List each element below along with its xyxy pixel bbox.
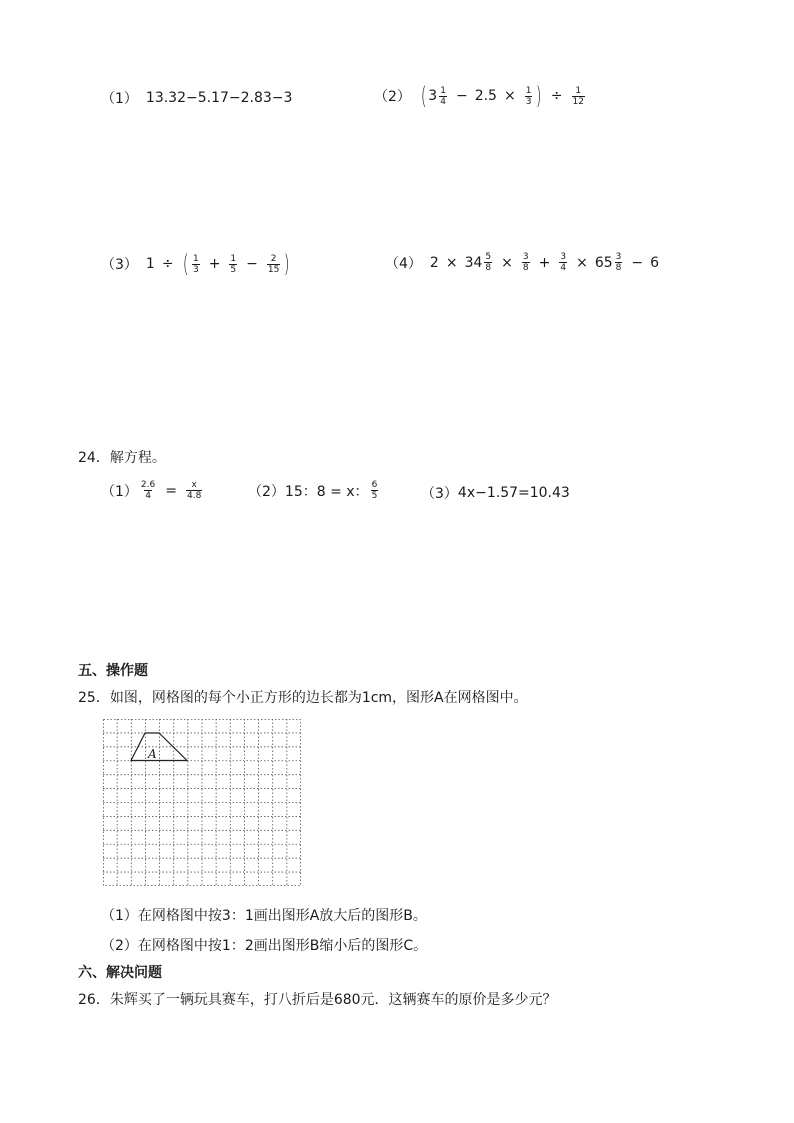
fraction: $\frac{1}{12}$ [572, 85, 584, 107]
value: 2 [429, 254, 439, 271]
question-24-title: 24．解方程。 [78, 450, 166, 466]
fraction: $\frac{3}{8}$ [615, 252, 622, 273]
fraction: $\frac{x}{4.8}$ [186, 480, 202, 501]
equation-2 [248, 480, 380, 501]
problem-2 [374, 84, 587, 108]
operator: × [576, 254, 588, 271]
question-25: 25．如图，网格图的每个小正方形的边长都为1cm，图形A在网格图中。 [78, 690, 528, 706]
operator: + [208, 256, 221, 272]
mixed-whole: 34 [464, 254, 483, 271]
value: 6 [650, 254, 660, 271]
problem-label: （3） [101, 257, 138, 273]
problem-label: （2） [248, 483, 285, 500]
operator: = [165, 482, 177, 499]
fraction: $\frac{2}{15}$ [267, 253, 280, 275]
operator: ÷ [550, 88, 563, 104]
fraction: $\frac{5}{8}$ [485, 252, 492, 273]
problem-label: （1） [101, 483, 138, 500]
operator: − [631, 254, 644, 271]
fraction: $\frac{6}{5}$ [371, 480, 378, 501]
operator: ÷ [161, 256, 174, 272]
operator: × [501, 254, 513, 271]
equation-1 [101, 480, 204, 501]
value: 2.5 [474, 88, 497, 104]
problem-4 [385, 252, 659, 273]
section-6-title: 六、解决问题 [78, 965, 162, 981]
problem-label: （3） [421, 486, 458, 502]
fraction: $\frac{1}{3}$ [525, 85, 532, 107]
equation-text: 4x−1.57=10.43 [457, 485, 570, 501]
right-paren: ) [284, 250, 290, 278]
fraction: $\frac{1}{5}$ [230, 253, 237, 275]
left-paren: ( [420, 82, 427, 110]
fraction: $\frac{2.6}{4}$ [140, 480, 156, 501]
problem-label: （4） [385, 255, 422, 272]
question-26: 26．朱辉买了一辆玩具赛车，打八折后是680元．这辆赛车的原价是多少元？ [78, 992, 557, 1008]
shape-a-label: A [148, 747, 157, 761]
right-paren: ) [536, 82, 542, 110]
question-25-sub2: （2）在网格图中按1：2画出图形B缩小后的图形C。 [101, 938, 428, 954]
operator: − [455, 88, 468, 104]
problem-1 [101, 88, 292, 108]
section-5-title: 五、操作题 [78, 663, 148, 679]
equation-text: 15：8 = x： [284, 483, 369, 500]
mixed-whole: 3 [428, 88, 438, 104]
operator: × [445, 254, 458, 271]
fraction: $\frac{1}{4}$ [440, 85, 446, 107]
fraction: $\frac{3}{4}$ [560, 252, 567, 273]
question-25-sub1: （1）在网格图中按3：1画出图形A放大后的图形B。 [101, 908, 427, 924]
problem-3 [101, 252, 292, 276]
mixed-whole: 65 [594, 254, 613, 271]
left-paren: ( [182, 250, 189, 278]
fraction: $\frac{1}{3}$ [192, 253, 199, 275]
problem-label: （1） [101, 91, 138, 107]
grid-svg [103, 719, 301, 886]
grid-figure [103, 719, 301, 886]
equation-3 [421, 483, 570, 503]
value: 1 [145, 256, 155, 272]
operator: + [538, 254, 551, 271]
operator: × [503, 88, 516, 104]
fraction: $\frac{3}{8}$ [522, 252, 529, 273]
problem-label: （2） [374, 89, 411, 105]
operator: − [246, 256, 258, 272]
expression: 13.32−5.17−2.83−3 [145, 90, 293, 106]
